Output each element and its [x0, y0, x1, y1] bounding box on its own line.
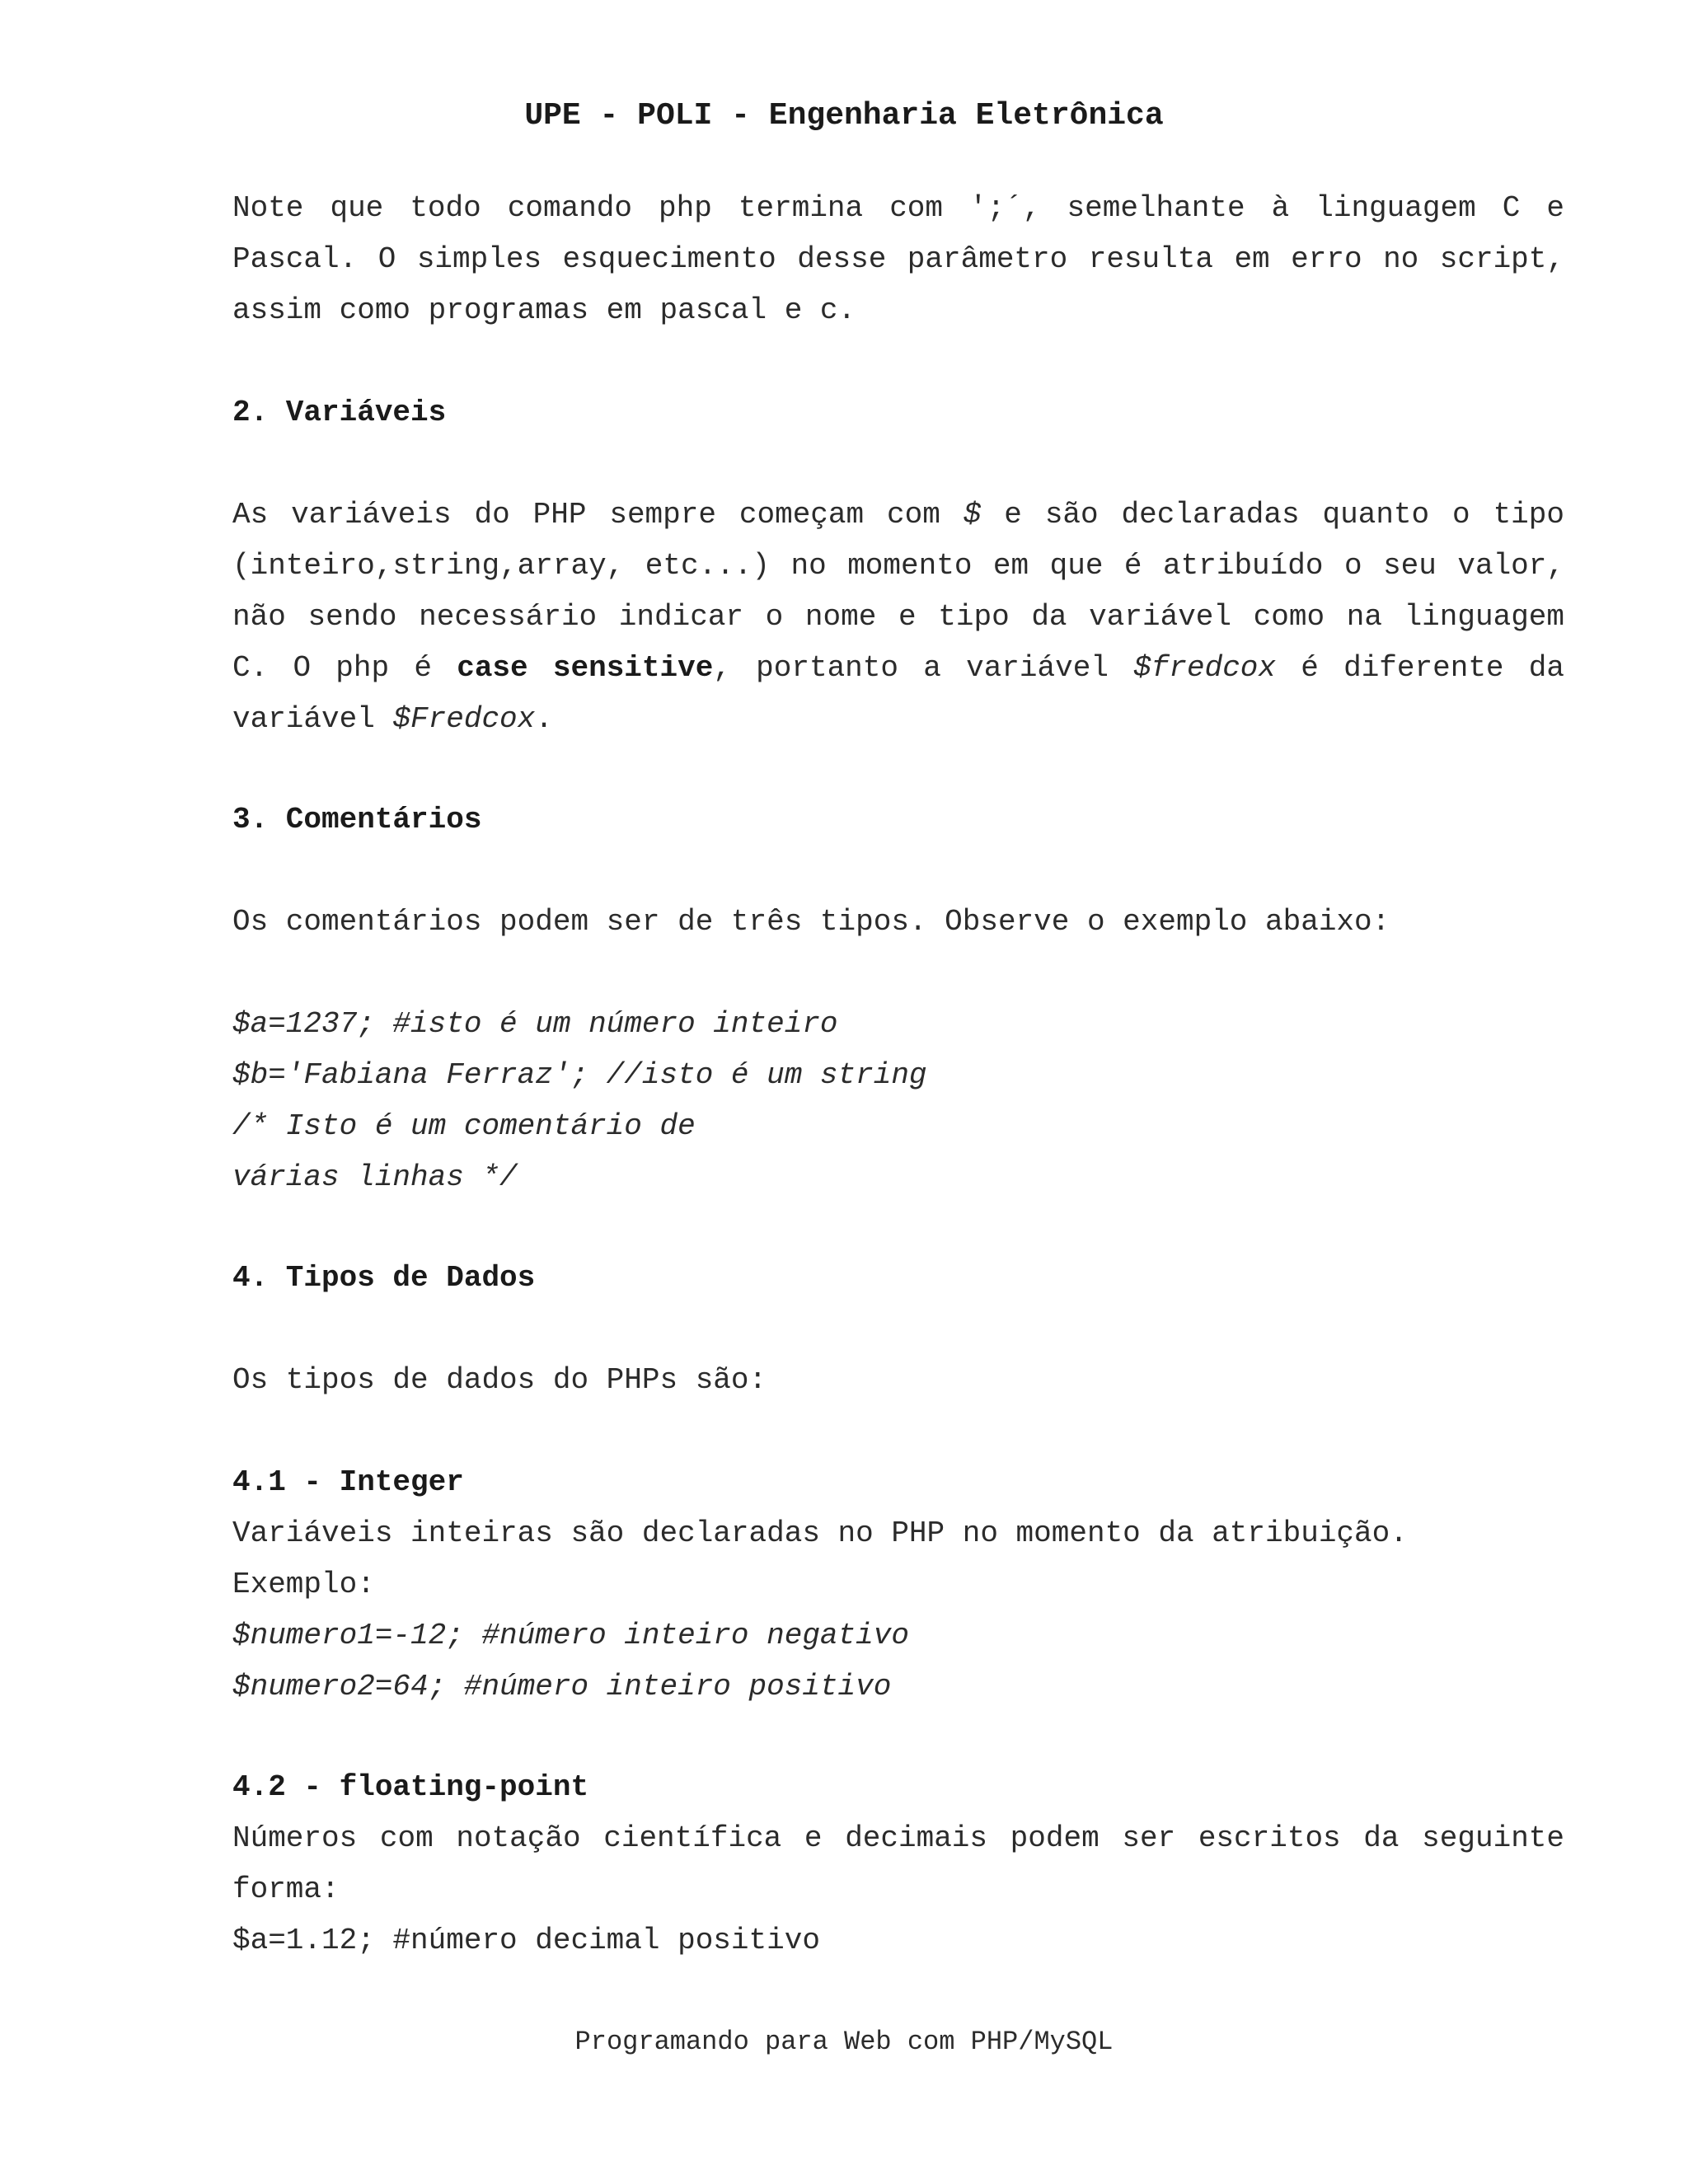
section-heading-comentarios: 3. Comentários — [232, 803, 482, 837]
tipos-text: Os tipos de dados do PHPs são: — [232, 1363, 767, 1397]
intro-line-1: Note que todo comando php termina com ';´, semelhante à linguagem C e — [232, 191, 1564, 225]
intro-line-3: assim como programas em pascal e c. — [232, 293, 856, 327]
variaveis-line-1: As variáveis do PHP sempre começam com $ e são declaradas quanto o tipo — [232, 498, 1564, 532]
section-heading-integer: 4.1 - Integer — [232, 1465, 464, 1499]
comentarios-code-block — [232, 999, 1564, 1203]
variaveis-line-3: não sendo necessário indicar o nome e tipo da variável como na linguagem — [232, 600, 1564, 634]
floating-line-3: $a=1.12; #número decimal positivo — [232, 1924, 820, 1957]
variaveis-paragraph — [232, 490, 1564, 745]
variaveis-line-4: C. O php é case sensitive, portanto a variável $fredcox é diferente da — [232, 651, 1564, 685]
intro-paragraph — [232, 183, 1564, 336]
page-header: UPE - POLI - Engenharia Eletrônica — [524, 98, 1164, 134]
code-line: várias linhas */ — [232, 1160, 518, 1194]
section-heading-tipos-de-dados: 4. Tipos de Dados — [232, 1261, 536, 1295]
code-line: $numero2=64; #número inteiro positivo — [232, 1670, 892, 1704]
code-line: $b='Fabiana Ferraz'; //isto é um string — [232, 1058, 927, 1092]
floating-line-2: forma: — [232, 1872, 340, 1906]
code-line: $a=1237; #isto é um número inteiro — [232, 1007, 838, 1041]
code-line: /* Isto é um comentário de — [232, 1109, 696, 1143]
integer-example-label: Exemplo: — [232, 1568, 375, 1601]
variaveis-line-5: variável $Fredcox. — [232, 702, 553, 736]
comentarios-text: Os comentários podem ser de três tipos. Observe o exemplo abaixo: — [232, 905, 1390, 939]
section-heading-variaveis: 2. Variáveis — [232, 396, 447, 429]
intro-line-2: Pascal. O simples esquecimento desse parâmetro resulta em erro no script, — [232, 242, 1564, 276]
floating-line-1: Números com notação científica e decimais podem ser escritos da seguinte — [232, 1821, 1564, 1855]
code-line: $numero1=-12; #número inteiro negativo — [232, 1619, 909, 1652]
section-heading-floating-point: 4.2 - floating-point — [232, 1770, 589, 1804]
variaveis-line-2: (inteiro,string,array, etc...) no momento em que é atribuído o seu valor, — [232, 549, 1564, 583]
integer-text: Variáveis inteiras são declaradas no PHP no momento da atribuição. — [232, 1516, 1408, 1550]
page-footer: Programando para Web com PHP/MySQL — [574, 2027, 1114, 2057]
